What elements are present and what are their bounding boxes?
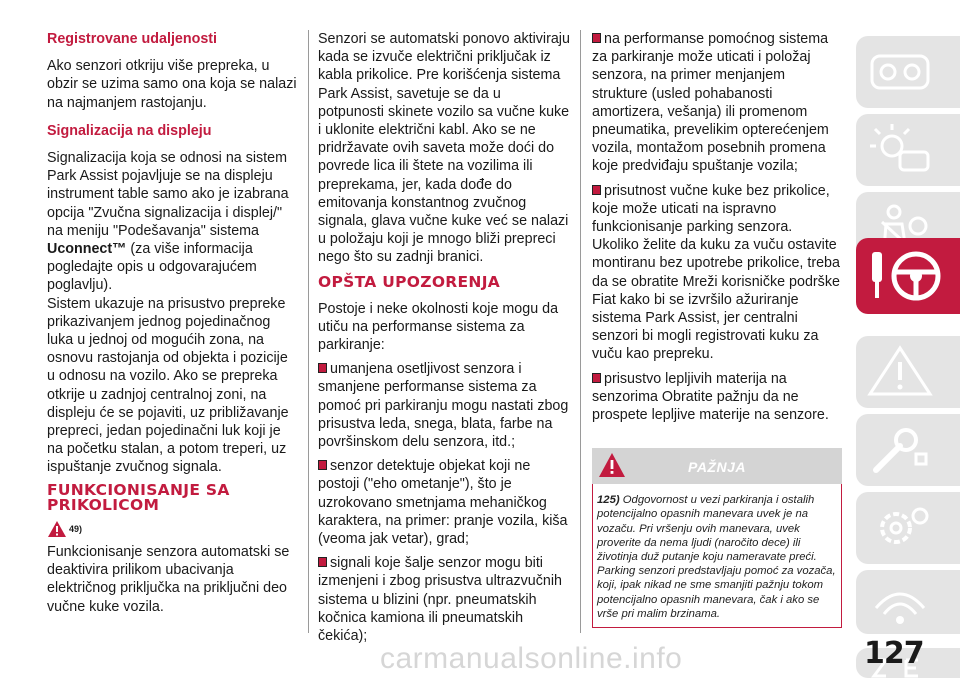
paragraph-trailer: Funkcionisanje senzora automatski se deaktivira prilikom ubacivanja električnog priključka na priključni deo vučne kuke vozila. [47, 543, 290, 615]
bullet-item: prisutnost vučne kuke bez prikolice, koje može uticati na ispravno funkcionisanje parking senzora. Ukoliko želite da kuku za vuču ostavite montiranu bez upotrebe prikolice, treba da se obratite Mreži korisničke podrške Fiat kako bi se izvršilo ažuriranje sistema Park Assist, jer centralni senzori bi mogli registrovati kuku za vuču kao prepreku. [592, 182, 840, 363]
bullet-square-icon [318, 460, 327, 470]
tab-start-driving[interactable] [856, 238, 960, 314]
text-display-b: (za više informacija pogledajte opis u odgovarajućem poglavlju). [47, 241, 257, 294]
heading-registered-distances: Registrovane udaljenosti [47, 31, 218, 47]
tab-maintenance[interactable] [856, 414, 960, 486]
bullet-square-icon [318, 363, 327, 373]
paragraph-display-2: Sistem ukazuje na prisustvo prepreke prikazivanjem jednog pojedinačnog luka u jednoj od mogućih zona, na osnovu rastojanja od objekta i pozicije u odnosu na vozilo. Ako se prepreka otkrije u zadnjoj centralnoj zoni, na displeju će se pojaviti, uz približavanje prepreci, jedan pojedinačni luk koji je na početku stalan, a potom treperi, uz ispuštanje zvučnog signala. [47, 295, 289, 476]
bullet-item: prisustvo lepljivih materija na senzorima Obratite pažnju da ne prospete lepljive materije na senzore. [592, 370, 829, 424]
column-right [592, 30, 842, 628]
bullet-item: senzor detektuje objekat koji ne postoji ("eho ometanje"), što je uzrokovano smetnjama mehaničkog karaktera, na primer: pranje vozila, kiša (veoma jak vetar), grad; [318, 458, 568, 548]
paragraph-sensors: Senzori se automatski ponovo aktiviraju kada se izvuče električni priključak iz kabla prikolice. Pre korišćenja sistema Park Assist, savetuje se da u potpunosti skinete vozilo sa vučne kuke i uklonite električni kabl. Ako se ne pridržavate ovih saveta može doći do povrede lica ili štete na vozilima ili preprekama, jer, kada dođe do emitovanja konstantnog zvučnog signala, glava vučne kuke već se nalazi u položaju koji je mnogo bliži prepreci nego što su zadnji branici. [318, 31, 570, 266]
text-display-a: Signalizacija koja se odnosi na sistem Park Assist pojavljuje se na displeju instrument table samo ako je izabrana opcija "Zvučna signalizacija i displej/" na meniju "Podešavanja" sistema [47, 150, 289, 239]
heading-display-signal: Signalizacija na displeju [47, 122, 212, 139]
warning-number: 125) [597, 494, 620, 507]
media-wifi-icon [866, 578, 936, 626]
warning-lights-icon [866, 122, 936, 178]
bullet-item: na performanse pomoćnog sistema za parkiranje može uticati i položaj senzora, na primer menjanjem strukture (usled pohabanosti amortizera, vešanja) ili promenom pneumatika, prevelikim opterećenjem vozila, montažom posebnih promena koje predviđaju spuštanje vozila; [592, 31, 829, 175]
hazard-triangle-icon [866, 344, 936, 400]
watermark: carmanualsonline.info [380, 642, 683, 675]
page-number: 127 [864, 636, 924, 671]
paragraph-general: Postoje i neke okolnosti koje mogu da utiču na performanse sistema za parkiranje: [318, 300, 559, 354]
specs-gear-icon [866, 500, 936, 556]
warning-text: Odgovornost u vezi parkiranja i ostalih potencijalno opasnih manevara uvek je na vozaču. Pri vršenju ovih manevara, uvek proverite da nema ljudi (naročito dece) ili životinja duž putanje koju nameravate preći. Parking senzori predstavljaju pomoć za vozača, koji, ipak nikad ne sme smanjiti pažnju tokom potencijalno opasnih manevara, čak i ako se vrše pri malim brzinama. [597, 494, 836, 620]
bullet-item: umanjena osetljivost senzora i smanjene performanse sistema za pomoć pri parkiranju mogu nastati zbog prisustva leda, snega, blata, farbe na površinskom delu senzora, itd.; [318, 361, 569, 451]
column-middle [318, 30, 570, 651]
column-divider-1 [308, 30, 309, 633]
warning-reference [47, 520, 82, 538]
car-dashboard-icon [866, 44, 936, 100]
warning-title: PAŽNJA [688, 459, 746, 476]
paragraph-display [47, 149, 297, 295]
text-uconnect: Uconnect™ [47, 241, 127, 258]
tab-multimedia[interactable] [856, 570, 960, 634]
bullet-square-icon [318, 557, 327, 567]
heading-trailer: FUNKCIONISANJE SA PRIKOLICOM [47, 480, 230, 514]
bullet-square-icon [592, 33, 601, 43]
bullet-square-icon [592, 373, 601, 383]
paragraph-registered: Ako senzori otkriju više prepreka, u obzir se uzima samo ona koja se nalazi na najmanjem rastojanju. [47, 58, 297, 111]
tab-emergency[interactable] [856, 336, 960, 408]
bullet-square-icon [592, 185, 601, 195]
column-divider-2 [580, 30, 581, 633]
warning-box-body [592, 484, 842, 628]
column-left [47, 30, 297, 622]
wrench-service-icon [866, 422, 936, 478]
heading-general-warnings: OPŠTA UPOZORENJA [318, 272, 501, 291]
warning-box-header [592, 448, 842, 484]
bullet-item: signali koje šalje senzor mogu biti izmenjeni i zbog prisustva ultrazvučnih sistema u blizini (npr. pneumatskih kočnica kamiona ili pneumatskih čekića); [318, 555, 562, 645]
tab-warning-lights[interactable] [856, 114, 960, 186]
tab-technical-data[interactable] [856, 492, 960, 564]
tab-car-dashboard[interactable] [856, 36, 960, 108]
warning-triangle-icon [47, 520, 67, 538]
reference-number: 49) [69, 523, 83, 534]
key-steering-wheel-icon [866, 246, 946, 306]
